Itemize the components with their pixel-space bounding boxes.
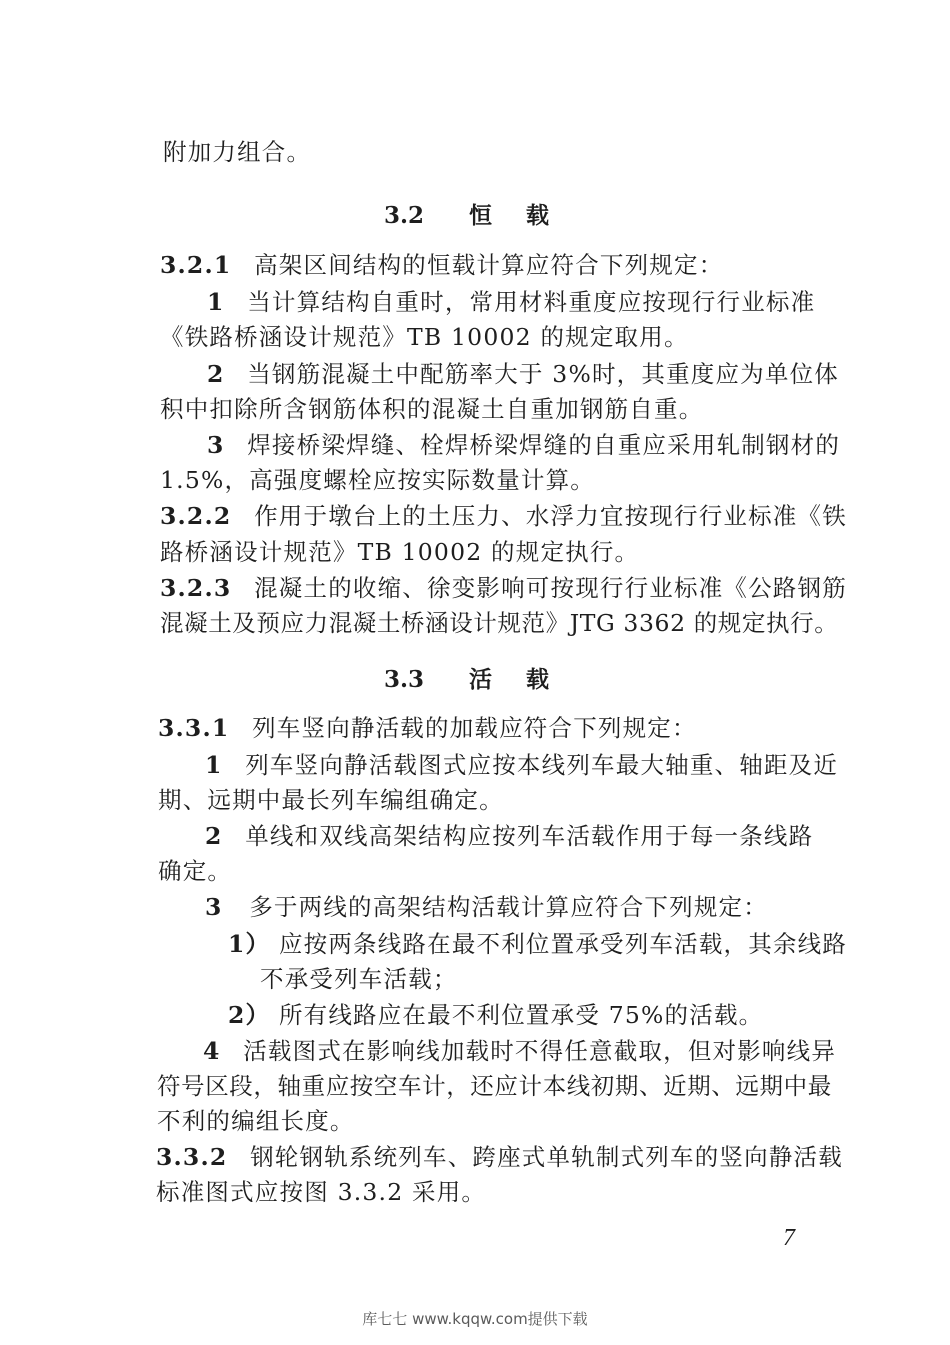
clause-number: 3.2.1 [160,251,232,279]
sub-item-text: 应按两条线路在最不利位置承受列车活载，其余线路 [278,930,848,958]
item-number: 1 [205,751,223,779]
clause-item [205,750,838,780]
clause-text: 高架区间结构的恒载计算应符合下列规定： [254,251,724,279]
clause-3-2-2 [160,501,847,531]
item-number: 2 [207,360,225,388]
section-title-char: 载 [526,203,549,229]
clause-number: 3.3.2 [156,1143,228,1171]
section-title-char: 载 [526,667,549,693]
clause-item [203,1036,836,1066]
section-heading-3-2 [0,197,950,230]
item-text: 多于两线的高架结构活载计算应符合下列规定： [249,893,768,921]
clause-item [207,287,815,317]
footer-watermark: 库七七 www.kqqw.com提供下载 [362,1310,588,1328]
clause-text: 作用于墩台上的土压力、水浮力宜按现行行业标准《铁 [254,502,847,530]
item-text: 列车竖向静活载图式应按本线列车最大轴重、轴距及近 [245,751,839,779]
item-text-continued: 积中扣除所含钢筋体积的混凝土自重加钢筋自重。 [160,395,704,423]
item-text-continued: 1.5%，高强度螺栓应按实际数量计算。 [160,466,596,494]
clause-item [205,892,768,922]
clause-text-continued: 标准图式应按图 3.3.2 采用。 [156,1178,487,1206]
section-title-char: 活 [469,667,492,693]
clause-3-3-1 [158,713,697,743]
item-number: 4 [203,1037,221,1065]
item-text: 当钢筋混凝土中配筋率大于 3%时，其重度应为单位体 [247,360,839,388]
clause-item [205,821,813,851]
clause-3-2-3 [160,573,847,603]
clause-3-3-2 [156,1142,843,1172]
item-text-continued: 不利的编组长度。 [157,1107,355,1135]
item-number: 3 [205,893,223,921]
section-number: 3.3 [383,666,424,693]
page-number: 7 [783,1225,795,1251]
clause-number: 3.3.1 [158,714,230,742]
clause-text-continued: 路桥涵设计规范》TB 10002 的规定执行。 [160,538,640,566]
item-text-continued: 《铁路桥涵设计规范》TB 10002 的规定取用。 [160,323,689,351]
clause-text: 混凝土的收缩、徐变影响可按现行行业标准《公路钢筋 [254,574,847,602]
clause-number: 3.2.3 [160,574,232,602]
item-text: 单线和双线高架结构应按列车活载作用于每一条线路 [245,822,814,850]
clause-3-2-1 [160,250,723,280]
section-title-char: 恒 [469,203,492,229]
sub-item [228,1000,763,1030]
item-text-continued: 确定。 [158,857,233,885]
item-text: 焊接桥梁焊缝、栓焊桥梁焊缝的自重应采用轧制钢材的 [247,431,841,459]
item-number: 2 [205,822,223,850]
item-text-continued: 符号区段，轴重应按空车计，还应计本线初期、近期、远期中最 [157,1072,832,1100]
item-number: 3 [207,431,225,459]
sub-item-number: 1） [228,930,271,958]
sub-item-text: 所有线路应在最不利位置承受 75%的活载。 [278,1001,764,1029]
item-number: 1 [207,288,225,316]
clause-item [207,359,839,389]
section-heading-3-3 [0,661,950,694]
sub-item-text-continued: 不承受列车活载； [260,965,458,993]
sub-item-number: 2） [228,1001,271,1029]
sub-item [228,929,847,959]
intro-text: 附加力组合。 [163,138,312,166]
clause-number: 3.2.2 [160,502,232,530]
clause-text: 列车竖向静活载的加载应符合下列规定： [252,714,697,742]
clause-text-continued: 混凝土及预应力混凝土桥涵设计规范》JTG 3362 的规定执行。 [160,609,839,637]
clause-text: 钢轮钢轨系统列车、跨座式单轨制式列车的竖向静活载 [250,1143,843,1171]
clause-item [207,430,840,460]
section-number: 3.2 [383,202,424,229]
item-text: 当计算结构自重时，常用材料重度应按现行行业标准 [247,288,816,316]
item-text: 活载图式在影响线加载时不得任意截取，但对影响线异 [243,1037,837,1065]
item-text-continued: 期、远期中最长列车编组确定。 [158,786,504,814]
